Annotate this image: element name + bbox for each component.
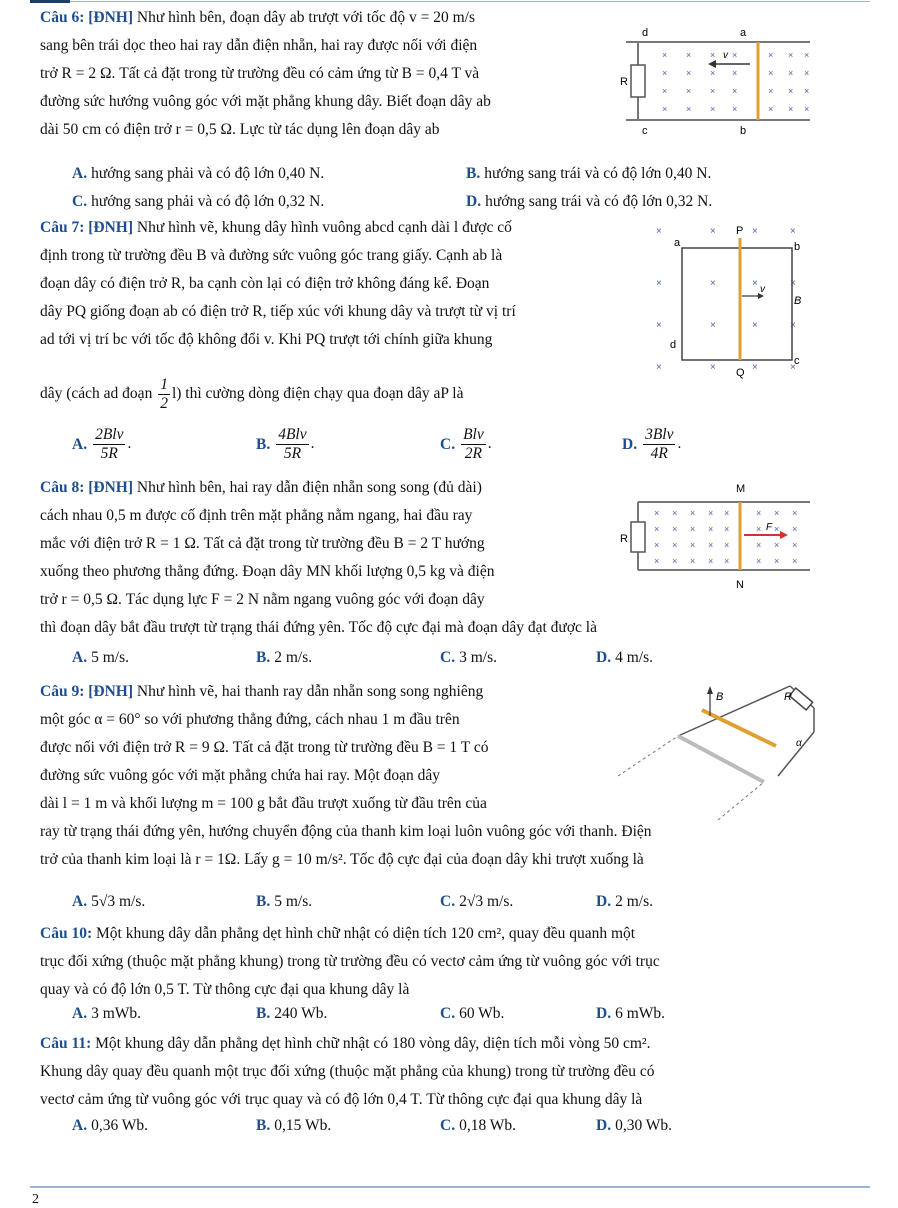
q7-fig-B: B xyxy=(794,295,802,307)
q7-fig-b: b xyxy=(794,241,801,253)
q11-text-1: Một khung dây dẫn phẳng dẹt hình chữ nhật có 180 vòng dây, diện tích mỗi vòng 50 cm². xyxy=(95,1035,651,1052)
q8-fig-F: F xyxy=(766,522,773,533)
q8-text-2: cách nhau 0,5 m được cố định trên mặt phẳng nằm ngang, hai đầu ray xyxy=(40,507,473,524)
q9-label: Câu 9: [ĐNH] xyxy=(40,683,133,700)
field-cross-icon: × xyxy=(662,50,668,60)
q10-text-3: quay và có độ lớn 0,5 T. Từ thông cực đại qua khung dây là xyxy=(40,981,410,998)
q9-text-7: trở của thanh kim loại là r = 1Ω. Lấy g = 10 m/s². Tốc độ cực đại của đoạn dây khi trượt xuống là xyxy=(40,851,644,868)
q6-option-a[interactable]: A. hướng sang phải và có độ lớn 0,40 N. xyxy=(72,165,325,182)
q8-text-4: xuống theo phương thẳng đứng. Đoạn dây MN khối lượng 0,5 kg và điện xyxy=(40,563,495,580)
q7-text-4: dây PQ giống đoạn ab có điện trở R, tiếp xúc với khung dây và trượt từ vị trí xyxy=(40,303,516,320)
field-cross-icon: × xyxy=(790,362,796,373)
q8-figure xyxy=(620,478,810,594)
field-cross-icon: × xyxy=(672,556,678,566)
q9-option-d-text: 2 m/s. xyxy=(615,893,653,910)
field-cross-icon: × xyxy=(710,362,716,373)
field-cross-icon: × xyxy=(710,278,716,289)
q8-option-a-text: 5 m/s. xyxy=(91,649,129,666)
q6-fig-b: b xyxy=(740,125,747,137)
field-cross-icon: × xyxy=(656,320,662,331)
q11-option-d[interactable]: D. 0,30 Wb. xyxy=(596,1117,673,1134)
field-cross-icon: × xyxy=(686,86,692,96)
q7-c-num: Blv xyxy=(463,426,484,443)
field-cross-icon: × xyxy=(654,540,660,550)
q6-option-b[interactable]: B. hướng sang trái và có độ lớn 0,40 N. xyxy=(466,165,712,182)
q7-text-2: định trong từ trường đều B và đường sức vuông góc trang giấy. Cạnh ab là xyxy=(40,247,503,264)
field-cross-icon: × xyxy=(792,524,798,534)
q6-text-1: Như hình bên, đoạn dây ab trượt với tốc độ v = 20 m/s xyxy=(136,9,475,26)
q8-option-d[interactable]: D. 4 m/s. xyxy=(596,649,653,666)
q7-option-b[interactable]: B. $\frac{\text{4Blv}}{5R}$ . xyxy=(256,426,315,462)
q7-half-fraction xyxy=(158,376,170,413)
field-cross-icon: × xyxy=(654,556,660,566)
q6-fig-d: d xyxy=(642,27,649,39)
q9-continued xyxy=(40,818,880,874)
q6-option-d-text: hướng sang trái và có độ lớn 0,32 N. xyxy=(485,193,713,210)
q8-fig-N: N xyxy=(736,579,744,591)
q9-text-2: một góc α = 60° so với phương thẳng đứng, cách nhau 1 m đầu trên xyxy=(40,711,460,728)
q6-option-c[interactable]: C. hướng sang phải và có độ lớn 0,32 N. xyxy=(72,193,325,210)
q10-option-a[interactable]: A. 3 mWb. xyxy=(72,1005,142,1022)
q9-text-6: ray từ trạng thái đứng yên, hướng chuyển động của thanh kim loại luôn vuông góc với thanh. Điện xyxy=(40,823,652,840)
question-10 xyxy=(40,920,880,1004)
q6-line-1 xyxy=(40,4,620,32)
field-cross-icon: × xyxy=(686,50,692,60)
q8-fig-R: R xyxy=(620,533,628,545)
q7-fig-Q: Q xyxy=(736,367,745,379)
q7-fig-P: P xyxy=(736,225,744,237)
q7-half-num: 1 xyxy=(160,376,168,393)
field-cross-icon: × xyxy=(686,104,692,114)
q11-option-c-text: 0,18 Wb. xyxy=(459,1117,517,1134)
q6-text-4: đường sức hướng vuông góc với mặt phẳng khung dây. Biết đoạn dây ab xyxy=(40,93,491,110)
q9-text-5: dài l = 1 m và khối lượng m = 100 g bắt đầu trượt xuống từ đầu trên của xyxy=(40,795,487,812)
field-cross-icon: × xyxy=(804,104,810,114)
q7-label: Câu 7: [ĐNH] xyxy=(40,219,133,236)
field-cross-icon: × xyxy=(690,556,696,566)
field-cross-icon: × xyxy=(790,226,796,237)
field-cross-icon: × xyxy=(654,508,660,518)
q9-fig-R: R xyxy=(784,691,792,703)
q6-option-d[interactable]: D. hướng sang trái và có độ lớn 0,32 N. xyxy=(466,193,713,210)
q9-option-c[interactable]: C. 2√3 m/s. xyxy=(440,893,514,910)
q11-text-2: Khung dây quay đều quanh một trục đối xứng (thuộc mặt phẳng của khung) trong từ trường đều có xyxy=(40,1063,655,1080)
q6-text-2: sang bên trái dọc theo hai ray dẫn điện nhẵn, hai ray được nối với điện xyxy=(40,37,478,54)
q8-text-3: mắc với điện trở R = 1 Ω. Tất cả đặt trong từ trường đều B = 2 T hướng xyxy=(40,535,485,552)
field-cross-icon: × xyxy=(752,362,758,373)
q8-option-d-text: 4 m/s. xyxy=(615,649,653,666)
q6-fig-c: c xyxy=(642,125,648,137)
q10-option-c[interactable]: C. 60 Wb. xyxy=(440,1005,505,1022)
q8-text-1: Như hình bên, hai ray dẫn điện nhẵn song song (đủ dài) xyxy=(136,479,482,496)
q9-option-d[interactable]: D. 2 m/s. xyxy=(596,893,653,910)
field-cross-icon: × xyxy=(732,68,738,78)
field-cross-icon: × xyxy=(774,556,780,566)
q7-fig-a: a xyxy=(674,237,681,249)
q8-text-5: trở r = 0,5 Ω. Tác dụng lực F = 2 N nằm ngang vuông góc với đoạn dây xyxy=(40,591,485,608)
q7-a-num: 2Blv xyxy=(95,426,124,443)
q8-fig-M: M xyxy=(736,483,746,495)
q7-text-6b: l) thì cường dòng điện chạy qua đoạn dây aP là xyxy=(171,385,464,403)
field-cross-icon: × xyxy=(752,320,758,331)
q9-text-1: Như hình vẽ, hai thanh ray dẫn nhẵn song song nghiêng xyxy=(136,683,484,700)
field-cross-icon: × xyxy=(654,524,660,534)
field-cross-icon: × xyxy=(710,104,716,114)
q6-text-3: trở R = 2 Ω. Tất cả đặt trong từ trường đều có cảm ứng từ B = 0,4 T và xyxy=(40,65,480,82)
field-cross-icon: × xyxy=(724,556,730,566)
field-cross-icon: × xyxy=(710,50,716,60)
field-cross-icon: × xyxy=(768,104,774,114)
q9-text-3: được nối với điện trở R = 9 Ω. Tất cả đặt trong từ trường đều B = 1 T có xyxy=(40,739,489,756)
q8-label: Câu 8: [ĐNH] xyxy=(40,479,133,496)
q6-fig-R: R xyxy=(620,76,628,88)
q6-text-5: dài 50 cm có điện trở r = 0,5 Ω. Lực từ tác dụng lên đoạn dây ab xyxy=(40,121,440,138)
q10-option-b[interactable]: B. 240 Wb. xyxy=(256,1005,328,1022)
field-cross-icon: × xyxy=(686,68,692,78)
q7-option-a[interactable]: A. $\frac{\text{2Blv}}{5R}$ . xyxy=(72,426,132,462)
field-cross-icon: × xyxy=(768,50,774,60)
q9-option-b-text: 5 m/s. xyxy=(274,893,313,910)
q9-option-b[interactable]: B. 5 m/s. xyxy=(256,893,313,910)
q6-option-a-text: hướng sang phải và có độ lớn 0,40 N. xyxy=(91,165,325,182)
field-cross-icon: × xyxy=(732,50,738,60)
q7-a-den: 5R xyxy=(100,445,118,462)
q10-option-c-text: 60 Wb. xyxy=(459,1005,505,1022)
q7-fig-c: c xyxy=(794,355,800,367)
field-cross-icon: × xyxy=(790,278,796,289)
field-cross-icon: × xyxy=(792,508,798,518)
q10-text-1: Một khung dây dẫn phẳng dẹt hình chữ nhật có diện tích 120 cm², quay đều quanh một xyxy=(95,925,636,942)
q10-option-d[interactable]: D. 6 mWb. xyxy=(596,1005,666,1022)
q10-label: Câu 10: xyxy=(40,925,93,942)
q7-d-den: 4R xyxy=(650,445,668,462)
q9-fig-B: B xyxy=(716,691,724,703)
field-cross-icon: × xyxy=(804,86,810,96)
field-cross-icon: × xyxy=(756,556,762,566)
q7-text-6a: dây (cách ad đoạn xyxy=(40,385,153,403)
field-cross-icon: × xyxy=(774,540,780,550)
q7-c-den: 2R xyxy=(464,445,483,462)
field-cross-icon: × xyxy=(708,556,714,566)
q7-option-c[interactable]: C. $\frac{\text{Blv}}{2R}$ . xyxy=(440,426,492,462)
q6-option-b-text: hướng sang trái và có độ lớn 0,40 N. xyxy=(484,165,712,182)
q7-option-d[interactable]: D. $\frac{\text{3Blv}}{4R}$ . xyxy=(622,426,682,462)
q8-option-c-text: 3 m/s. xyxy=(459,649,497,666)
q10-option-d-text: 6 mWb. xyxy=(615,1005,666,1022)
q8-option-b-text: 2 m/s. xyxy=(274,649,313,666)
field-cross-icon: × xyxy=(732,104,738,114)
field-cross-icon: × xyxy=(752,226,758,237)
field-cross-icon: × xyxy=(774,508,780,518)
field-cross-icon: × xyxy=(672,524,678,534)
q9-figure xyxy=(618,680,818,820)
field-cross-icon: × xyxy=(672,508,678,518)
field-cross-icon: × xyxy=(662,68,668,78)
field-cross-icon: × xyxy=(732,86,738,96)
field-cross-icon: × xyxy=(774,524,780,534)
q11-option-c[interactable]: C. 0,18 Wb. xyxy=(440,1117,517,1134)
q6-fig-v: v xyxy=(723,50,728,61)
field-cross-icon: × xyxy=(788,68,794,78)
q11-option-b[interactable]: B. 0,15 Wb. xyxy=(256,1117,332,1134)
q9-fig-alpha: α xyxy=(796,738,802,749)
q8-option-b[interactable]: B. 2 m/s. xyxy=(256,649,313,666)
field-cross-icon: × xyxy=(690,524,696,534)
q6-figure xyxy=(620,20,810,140)
field-cross-icon: × xyxy=(768,68,774,78)
field-cross-icon: × xyxy=(724,524,730,534)
field-cross-icon: × xyxy=(788,50,794,60)
field-cross-icon: × xyxy=(656,278,662,289)
q7-b-den: 5R xyxy=(283,445,302,462)
q11-text-3: vectơ cảm ứng từ vuông góc với trục quay và có độ lớn 0,4 T. Từ thông cực đại qua khung dây là xyxy=(40,1091,643,1108)
q9-option-a[interactable]: A. 5√3 m/s. xyxy=(72,893,146,910)
q8-option-a[interactable]: A. 5 m/s. xyxy=(72,649,129,666)
field-cross-icon: × xyxy=(756,540,762,550)
field-cross-icon: × xyxy=(708,524,714,534)
q7-text-5: ad tới vị trí bc với tốc độ không đổi v. Khi PQ trượt tới chính giữa khung xyxy=(40,331,493,348)
q7-text-1: Như hình vẽ, khung dây hình vuông abcd cạnh dài l được cố xyxy=(136,219,512,236)
field-cross-icon: × xyxy=(656,362,662,373)
field-cross-icon: × xyxy=(724,540,730,550)
field-cross-icon: × xyxy=(792,540,798,550)
field-cross-icon: × xyxy=(710,320,716,331)
question-9 xyxy=(40,678,640,818)
q6-label: Câu 6: [ĐNH] xyxy=(40,9,133,26)
question-7 xyxy=(40,214,650,354)
q9-text-4: đường sức vuông góc với mặt phẳng chứa hai ray. Một đoạn dây xyxy=(40,767,441,784)
q7-half-den: 2 xyxy=(160,395,168,412)
field-cross-icon: × xyxy=(710,68,716,78)
q11-option-d-text: 0,30 Wb. xyxy=(615,1117,673,1134)
q6-fig-a: a xyxy=(740,27,747,39)
q7-line-6 xyxy=(40,376,463,413)
field-cross-icon: × xyxy=(788,86,794,96)
q6-option-c-text: hướng sang phải và có độ lớn 0,32 N. xyxy=(91,193,325,210)
q10-text-2: trục đối xứng (thuộc mặt phẳng khung) trong từ trường đều có vectơ cảm ứng từ vuông góc với trục xyxy=(40,953,660,970)
q7-text-3: đoạn dây có điện trở R, ba cạnh còn lại có điện trở không đáng kể. Đoạn xyxy=(40,275,490,292)
q10-option-b-text: 240 Wb. xyxy=(274,1005,328,1022)
q7-fig-v: v xyxy=(760,284,765,295)
field-cross-icon: × xyxy=(690,508,696,518)
q7-fig-d: d xyxy=(670,339,677,351)
field-cross-icon: × xyxy=(756,508,762,518)
q7-d-num: 3Blv xyxy=(645,426,674,443)
field-cross-icon: × xyxy=(788,104,794,114)
page-number: 2 xyxy=(32,1192,39,1207)
q9-option-a-text: 5√3 m/s. xyxy=(91,893,146,910)
q7-b-num: 4Blv xyxy=(278,426,307,443)
field-cross-icon: × xyxy=(768,86,774,96)
q8-option-c[interactable]: C. 3 m/s. xyxy=(440,649,497,666)
q11-option-a-text: 0,36 Wb. xyxy=(91,1117,149,1134)
q11-option-b-text: 0,15 Wb. xyxy=(274,1117,332,1134)
field-cross-icon: × xyxy=(672,540,678,550)
q7-figure xyxy=(652,220,812,380)
field-cross-icon: × xyxy=(710,86,716,96)
field-cross-icon: × xyxy=(790,320,796,331)
field-cross-icon: × xyxy=(690,540,696,550)
field-cross-icon: × xyxy=(792,556,798,566)
field-cross-icon: × xyxy=(708,540,714,550)
q8-text-6: thì đoạn dây bắt đầu trượt từ trạng thái đứng yên. Tốc độ cực đại mà đoạn dây đạt được là xyxy=(40,619,597,636)
field-cross-icon: × xyxy=(656,226,662,237)
field-cross-icon: × xyxy=(662,104,668,114)
field-cross-icon: × xyxy=(804,68,810,78)
field-cross-icon: × xyxy=(804,50,810,60)
question-11 xyxy=(40,1030,880,1114)
field-cross-icon: × xyxy=(710,226,716,237)
footer-rule xyxy=(30,1186,870,1188)
q11-label: Câu 11: xyxy=(40,1035,92,1052)
field-cross-icon: × xyxy=(708,508,714,518)
q11-option-a[interactable]: A. 0,36 Wb. xyxy=(72,1117,149,1134)
q10-option-a-text: 3 mWb. xyxy=(91,1005,142,1022)
q9-option-c-text: 2√3 m/s. xyxy=(459,893,514,910)
question-6 xyxy=(40,4,620,144)
field-cross-icon: × xyxy=(756,524,762,534)
field-cross-icon: × xyxy=(662,86,668,96)
field-cross-icon: × xyxy=(752,278,758,289)
question-8 xyxy=(40,474,640,614)
field-cross-icon: × xyxy=(724,508,730,518)
